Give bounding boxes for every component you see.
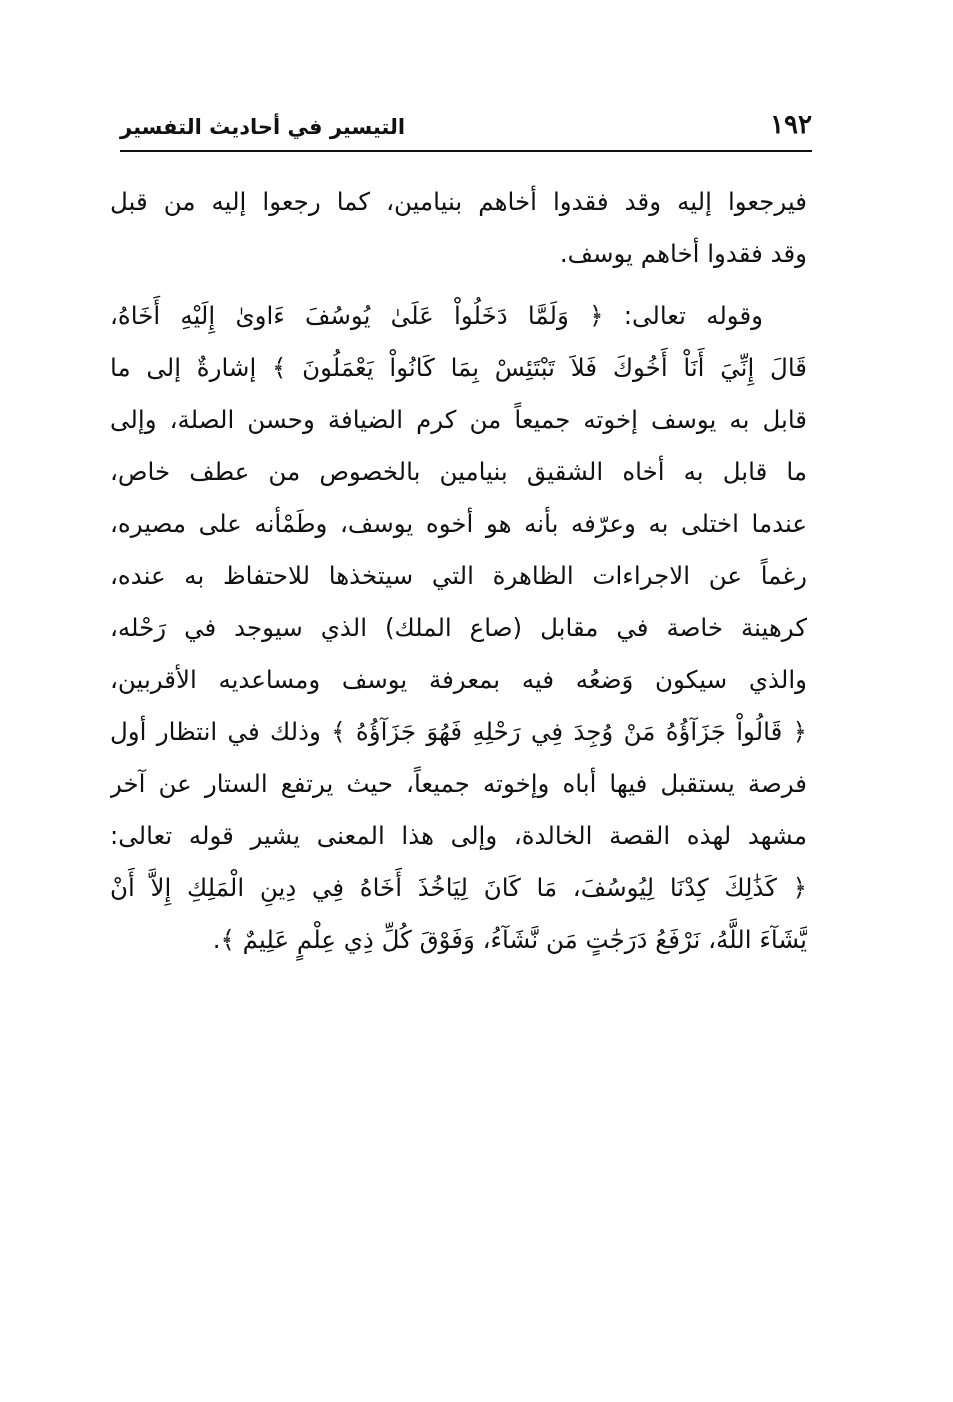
text-line: يَّشَآءَ اللَّهُ، نَرْفَعُ دَرَجَٰتٍ مَن نَّشَآءُ، وَفَوْقَ كُلِّ ذِي عِلْمٍ عَلِيمٌ ﴾. [212, 925, 807, 954]
page-number: ١٩٢ [770, 110, 812, 140]
text-line: فرصة يستقبل فيها أباه وإخوته جميعاً، حيث يرتفع الستار عن آخر [110, 769, 807, 798]
text-line: عندما اختلى به وعرّفه بأنه هو أخوه يوسف، وطَمْأنه على مصيره، [110, 509, 807, 538]
paragraph-2 [110, 290, 807, 966]
text-line: مشهد لهذه القصة الخالدة، وإلى هذا المعنى يشير قوله تعالى: [110, 821, 807, 850]
text-line: وقوله تعالى: ﴿ وَلَمَّا دَخَلُواْ عَلَىٰ يُوسُفَ ءَاوىٰ إِلَيْهِ أَخَاهُ، [110, 301, 763, 330]
text-line: رغماً عن الاجراءات الظاهرة التي سيتخذها للاحتفاظ به عنده، [110, 561, 807, 590]
body-text [110, 176, 807, 966]
text-line: كرهينة خاصة في مقابل (صاع الملك) الذي سيوجد في رَحْله، [110, 613, 807, 642]
header-rule [120, 150, 812, 152]
text-line: قَالَ إِنِّيَ أَنَاْ أَخُوكَ فَلاَ تَبْتَئِسْ بِمَا كَانُواْ يَعْمَلُونَ ﴾ إشارةٌ إلى ما [110, 353, 807, 382]
page-header [120, 108, 812, 150]
running-title: التيسير في أحاديث التفسير [120, 115, 406, 139]
text-line: ﴿ قَالُواْ جَزَآؤُهُ مَنْ وُجِدَ فِي رَحْلِهِ فَهُوَ جَزَآؤُهُ ﴾ وذلك في انتظار أول [110, 717, 807, 746]
text-line: قابل به يوسف إخوته جميعاً من كرم الضيافة وحسن الصلة، وإلى [110, 405, 807, 434]
paragraph-gap [110, 280, 807, 290]
text-line: ﴿ كَذَٰلِكَ كِدْنَا لِيُوسُفَ، مَا كَانَ لِيَاخُذَ أَخَاهُ فِي دِينِ الْمَلِكِ إِلاَّ أَنْ [110, 873, 807, 902]
text-line: فيرجعوا إليه وقد فقدوا أخاهم بنيامين، كما رجعوا إليه من قبل [110, 187, 807, 216]
text-line: والذي سيكون وَضعُه فيه بمعرفة يوسف ومساعديه الأقربين، [110, 665, 807, 694]
text-line: وقد فقدوا أخاهم يوسف. [559, 239, 807, 268]
paragraph-1 [110, 176, 807, 280]
text-line: ما قابل به أخاه الشقيق بنيامين بالخصوص من عطف خاص، [110, 457, 807, 486]
